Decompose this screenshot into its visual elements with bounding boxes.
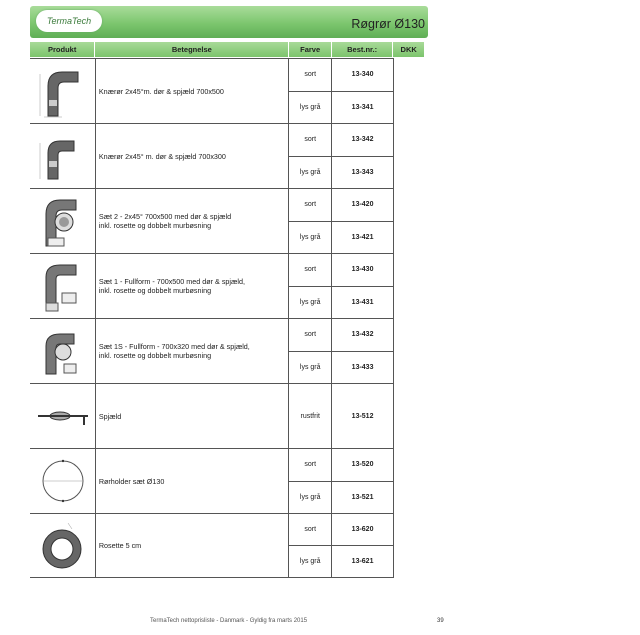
color-cell: [289, 384, 332, 448]
col-produkt: Produkt: [30, 42, 95, 57]
product-description: [96, 124, 289, 188]
product-description: [96, 514, 289, 577]
col-dkk: DKK: [400, 45, 417, 54]
table-row: [30, 319, 394, 384]
description-line: Knærør 2x45°m. dør & spjæld 700x500: [98, 86, 224, 96]
product-description: [96, 189, 289, 253]
price-table: [30, 58, 394, 578]
product-description: [96, 254, 289, 318]
order-number: 13-431: [332, 286, 393, 319]
product-image: [30, 189, 96, 253]
color-cell: [289, 254, 332, 318]
color-value: rustfrit: [300, 412, 320, 420]
color-value: sort: [304, 526, 317, 533]
product-description: [96, 319, 289, 383]
order-number: 13-340: [351, 71, 374, 79]
color-value: sort: [304, 201, 317, 209]
product-description: [96, 449, 289, 513]
order-number-cell: [332, 254, 394, 318]
color-value: lys grå: [289, 351, 331, 384]
description-line: Knærør 2x45° m. dør & spjæld 700x300: [98, 151, 226, 161]
color-value: sort: [304, 331, 317, 339]
product-image: [30, 59, 96, 123]
color-value: sort: [304, 71, 317, 79]
order-number: 13-343: [332, 156, 393, 189]
termatech-logo: TermaTech: [36, 10, 102, 32]
color-value: lys grå: [289, 286, 331, 319]
product-image: [30, 514, 96, 577]
table-row: [30, 189, 394, 254]
color-cell: [289, 319, 332, 383]
description-line: Sæt 1 - Fullform - 700x500 med dør & spjæld,: [98, 277, 246, 286]
color-cell: [289, 189, 332, 253]
order-number: 13-521: [332, 481, 393, 514]
color-value: lys grå: [289, 545, 331, 577]
product-image: [30, 384, 96, 448]
order-number-cell: [332, 189, 394, 253]
order-number: 13-520: [351, 461, 374, 469]
order-number: 13-421: [332, 221, 393, 254]
description-line: inkl. rosette og dobbelt murbøsning: [98, 221, 212, 230]
color-value: sort: [304, 461, 317, 469]
page-title: Røgrør Ø130: [351, 17, 425, 31]
product-description: [96, 384, 289, 448]
description-line: inkl. rosette og dobbelt murbøsning: [98, 286, 212, 295]
table-header: [30, 42, 424, 57]
color-cell: [289, 449, 332, 513]
product-image: [30, 449, 96, 513]
color-value: lys grå: [289, 481, 331, 514]
table-row: [30, 254, 394, 319]
description-line: Rosette 5 cm: [98, 541, 142, 550]
product-image: [30, 254, 96, 318]
order-number: 13-512: [351, 412, 374, 420]
product-description: [96, 59, 289, 123]
col-bestnr: Best.nr.:: [332, 42, 393, 57]
order-number-cell: [332, 384, 394, 448]
color-value: sort: [304, 136, 317, 144]
product-image: [30, 124, 96, 188]
order-number: 13-341: [332, 91, 393, 124]
footer-text: TermaTech nettoprisliste - Danmark - Gyldig fra marts 2015: [150, 618, 308, 624]
table-row: [30, 124, 394, 189]
order-number: 13-430: [351, 266, 374, 274]
col-farve: Farve: [289, 42, 332, 57]
color-value: lys grå: [289, 156, 331, 189]
order-number: 13-433: [332, 351, 393, 384]
order-number-cell: [332, 319, 394, 383]
col-betegnelse: Betegnelse: [95, 42, 289, 57]
color-cell: [289, 124, 332, 188]
product-image: [30, 319, 96, 383]
table-row: [30, 514, 394, 578]
order-number: 13-342: [351, 136, 374, 144]
order-number: 13-620: [351, 526, 374, 533]
description-line: Spjæld: [98, 411, 122, 421]
order-number: 13-420: [351, 201, 374, 209]
table-row: [30, 449, 394, 514]
order-number-cell: [332, 59, 394, 123]
color-cell: [289, 59, 332, 123]
table-row: [30, 59, 394, 124]
order-number: 13-432: [351, 331, 374, 339]
description-line: Sæt 1S - Fullform - 700x320 med dør & spjæld,: [98, 342, 250, 351]
page-number: 39: [437, 618, 444, 624]
color-cell: [289, 514, 332, 577]
color-value: lys grå: [289, 91, 331, 124]
order-number: 13-621: [332, 545, 393, 577]
description-line: inkl. rosette og dobbelt murbøsning: [98, 351, 212, 360]
color-value: lys grå: [289, 221, 331, 254]
table-row: [30, 384, 394, 449]
description-line: Sæt 2 - 2x45° 700x500 med dør & spjæld: [98, 212, 232, 221]
order-number-cell: [332, 514, 394, 577]
color-value: sort: [304, 266, 317, 274]
order-number-cell: [332, 124, 394, 188]
description-line: Rørholder sæt Ø130: [98, 476, 165, 486]
order-number-cell: [332, 449, 394, 513]
